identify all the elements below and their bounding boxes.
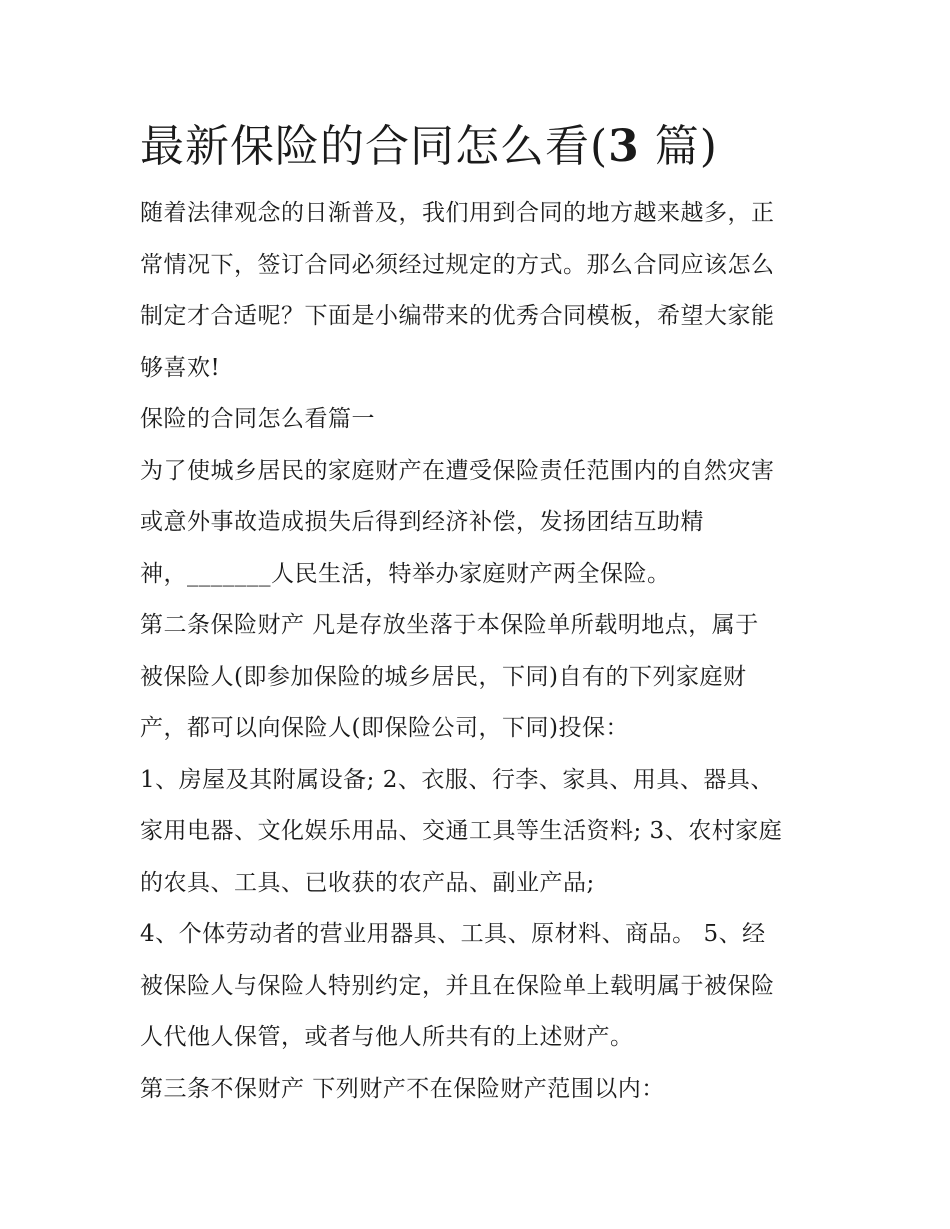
body-line: 神，_______人民生活，特举办家庭财产两全保险。 [140,560,671,587]
document-title [140,112,820,182]
document-page [140,112,820,1115]
title-count: 3 [608,121,640,172]
section-heading: 保险的合同怎么看篇一 [140,406,375,432]
body-line: 第二条保险财产 凡是存放坐落于本保险单所载明地点，属于 [140,612,759,638]
body-line: 被保险人与保险人特别约定，并且在保险单上载明属于被保险 [140,972,775,999]
body-line: 为了使城乡居民的家庭财产在遭受保险责任范围内的自然灾害 [140,457,775,484]
body-line: 或意外事故造成损失后得到经济补偿，发扬团结互助精 [140,509,704,535]
body-line: 随着法律观念的日渐普及，我们用到合同的地方越来越多，正 [140,200,775,226]
body-line: 的农具、工具、已收获的农产品、副业产品; [140,869,595,896]
body-line: 产，都可以向保险人(即保险公司，下同)投保： [140,715,629,741]
body-line: 第三条不保财产 下列财产不在保险财产范围以内： [140,1075,665,1102]
body-line: 4、个体劳动者的营业用器具、工具、原材料、商品。 5、经 [140,921,766,947]
body-line: 被保险人(即参加保险的城乡居民，下同)自有的下列家庭财 [140,663,747,690]
body-line: 人代他人保管，或者与他人所共有的上述财产。 [140,1024,634,1050]
title-tail: 篇) [639,121,718,172]
body-line: 常情况下，签订合同必须经过规定的方式。那么合同应该怎么 [140,251,775,278]
title-main: 最新保险的合同怎么看( [140,121,609,172]
body-line: 制定才合适呢？下面是小编带来的优秀合同模板，希望大家能 [140,303,775,329]
body-line: 1、房屋及其附属设备; 2、衣服、行李、家具、用具、器具、 [140,766,774,793]
document-body [140,188,820,1115]
body-line: 家用电器、文化娱乐用品、交通工具等生活资料; 3、农村家庭 [140,818,783,844]
body-line: 够喜欢! [140,354,221,381]
